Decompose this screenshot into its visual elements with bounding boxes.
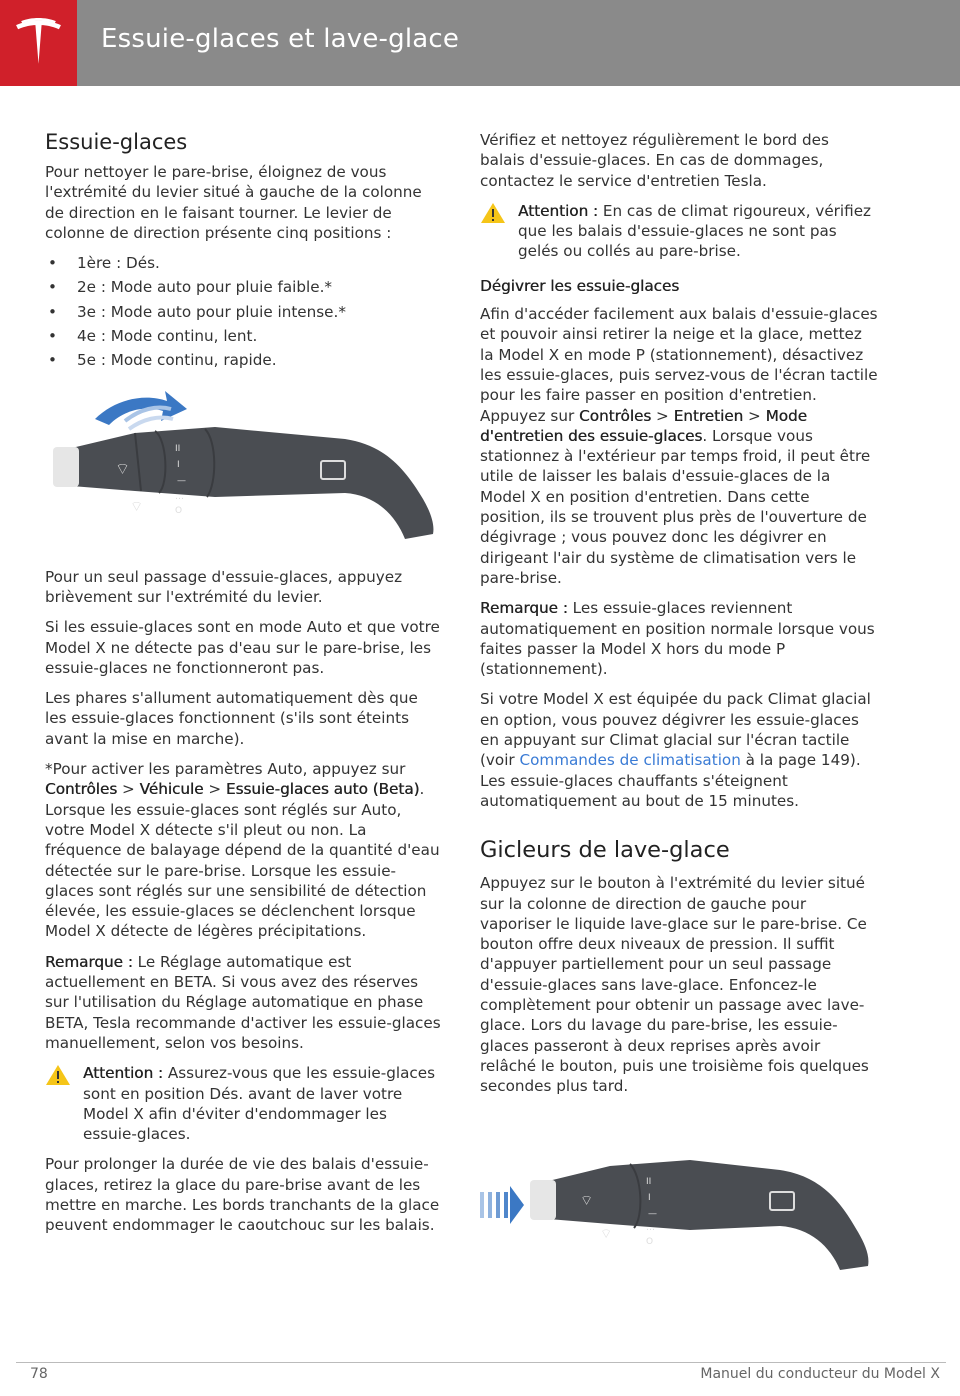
tesla-logo [0, 0, 77, 86]
defrost-title: Dégivrer les essuie-glaces [480, 276, 680, 295]
svg-text:II: II [646, 1177, 652, 1188]
svg-text:…: … [175, 491, 184, 502]
list-item: • 5e : Mode continu, rapide. [45, 350, 443, 370]
svg-text:…: … [646, 1223, 655, 1234]
warning-icon [480, 202, 506, 224]
svg-text:II: II [175, 443, 181, 454]
stalk-end-button [530, 1180, 556, 1220]
svg-text:⌔: ⌔ [115, 458, 131, 478]
climat-paragraph: Si votre Model X est équipée du pack Climat glacial en option, vous pouvez dégivrer les essuie-glaces en appuyant sur Climat glacial sur l'écran tactile (voir Commandes de climatisation à la page 149). Les essuie-glaces chauffants s'éteignent automatiquement au bout de 15 minutes. [480, 690, 871, 810]
page-header [0, 0, 960, 86]
beta-remark: Remarque : Le Réglage automatique est actuellement en BETA. Si vous avez des réserves sur l'utilisation du Réglage automatique en phase BETA, Tesla recommande d'activer les essuie-glaces manuellement, selon vos besoins. [45, 952, 441, 1052]
section-title-wipers: Essuie-glaces [45, 130, 188, 154]
svg-text:—: — [177, 475, 186, 486]
page-number: 78 [30, 1366, 48, 1382]
service-mode-remark: Remarque : Les essuie-glaces reviennent automatiquement en position normale lorsque vous faites passer la Model X hors du mode P (stationnement). [480, 599, 875, 679]
svg-text:I: I [648, 1193, 651, 1204]
svg-text:—: — [648, 1209, 657, 1220]
svg-text:⌔: ⌔ [130, 498, 144, 515]
footer-divider [16, 1362, 946, 1363]
section-title-washer: Gicleurs de lave-glace [480, 837, 730, 864]
headlights-paragraph: Les phares s'allument automatiquement dès que les essuie-glaces fonctionnent (s'ils sont éteints avant la mise en marche). [45, 689, 418, 748]
washer-stalk-illustration [480, 1120, 878, 1270]
defrost-paragraph: Afin d'accéder facilement aux balais d'essuie-glaces et pouvoir ainsi retirer la neige et la glace, mettez la Model X en mode P (stationnement), désactivez les essuie-glaces, puis servez-vous de l'écran tactile pour les faire passer en position d'entretien. Appuyez sur Contrôles > Entretien > Mode d'entretien des essuie-glaces. Lorsque vous stationnez à l'extérieur par temps froid, il peut être utile de laisser les balais d'essuie-glaces de la Model X en position d'entretien. Dans cette position, ils se trouvent plus près de l'ouverture de dégivrage ; vous pouvez donc les dégivrer en dirigeant l'air du système de climatisation vers le pare-brise. [480, 305, 878, 587]
left-column [45, 128, 443, 1246]
stalk-end-button [53, 447, 79, 487]
manual-name: Manuel du conducteur du Model X [700, 1366, 940, 1382]
wiper-positions-list [45, 253, 443, 370]
check-blades-paragraph: Vérifiez et nettoyez régulièrement le bord des balais d'essuie-glaces. En cas de dommages, contactez le service d'entretien Tesla. [480, 131, 829, 190]
list-item: • 2e : Mode auto pour pluie faible.* [45, 277, 443, 297]
attention-frozen: Attention : En cas de climat rigoureux, vérifiez que les balais d'essuie-glaces ne sont pas gelés ou collés au pare-brise. [480, 201, 878, 262]
rotate-arrow-icon [95, 391, 187, 425]
list-item: • 1ère : Dés. [45, 253, 443, 273]
auto-mode-paragraph: Si les essuie-glaces sont en mode Auto et que votre Model X ne détecte pas d'eau sur le pare-brise, les essuie-glaces ne fonctionneront pas. [45, 618, 440, 677]
wiper-life-paragraph: Pour prolonger la durée de vie des balais d'essuie-glaces, retirez la glace du pare-brise avant de les mettre en marche. Les bords tranchants de la glace peuvent endommager le caoutchouc sur les balais. [45, 1155, 440, 1235]
auto-settings-paragraph: *Pour activer les paramètres Auto, appuyez sur Contrôles > Véhicule > Essuie-glaces auto (Beta). Lorsque les essuie-glaces sont réglés sur Auto, votre Model X détecte s'il pleut ou non. La fréquence de balayage dépend de la quantité d'eau détectée sur le pare-brise. Lorsque les essuie-glaces sont réglés sur une sensibilité de détection élevée, les essuie-glaces se déclenchent lorsque Model X détecte de légères précipitations. [45, 760, 440, 941]
svg-text:O: O [175, 505, 183, 516]
wipers-intro: Pour nettoyer le pare-brise, éloignez de vous l'extrémité du levier situé à gauche de la colonne de direction en le faisant tourner. Le levier de colonne de direction présente cinq positions : [45, 163, 422, 242]
washer-paragraph: Appuyez sur le bouton à l'extrémité du levier situé sur la colonne de direction de gauche pour vaporiser le liquide lave-glace sur le pare-brise. Ce bouton offre deux niveaux de pression. Il suffit d'appuyer partiellement pour un seul passage d'essuie-glaces sans lave-glace. Enfoncez-le complètement pour obtenir un passage avec lave-glace. Lors du lavage du pare-brise, les essuie-glaces passeront à deux reprises après avoir relâché le bouton, puis une troisième fois quelques secondes plus tard. [480, 874, 869, 1096]
right-column [480, 130, 878, 1270]
wiper-stalk-illustration [45, 379, 443, 559]
list-item: • 3e : Mode auto pour pluie intense.* [45, 302, 443, 322]
list-item: • 4e : Mode continu, lent. [45, 326, 443, 346]
svg-text:O: O [646, 1237, 654, 1248]
tesla-logo-icon [13, 17, 64, 68]
climate-controls-link[interactable]: Commandes de climatisation [519, 751, 741, 770]
single-wipe-paragraph: Pour un seul passage d'essuie-glaces, appuyez brièvement sur l'extrémité du levier. [45, 567, 403, 606]
page-title: Essuie-glaces et lave-glace [101, 24, 460, 54]
svg-text:⌔: ⌔ [580, 1193, 594, 1210]
warning-icon [45, 1064, 71, 1086]
push-arrow-icon [480, 1186, 524, 1224]
svg-text:⌔: ⌔ [600, 1227, 613, 1243]
attention-wash: Attention : Assurez-vous que les essuie-glaces sont en position Dés. avant de laver votre Model X afin d'éviter d'endommager les essuie-glaces. [45, 1063, 443, 1144]
svg-text:I: I [177, 459, 180, 470]
